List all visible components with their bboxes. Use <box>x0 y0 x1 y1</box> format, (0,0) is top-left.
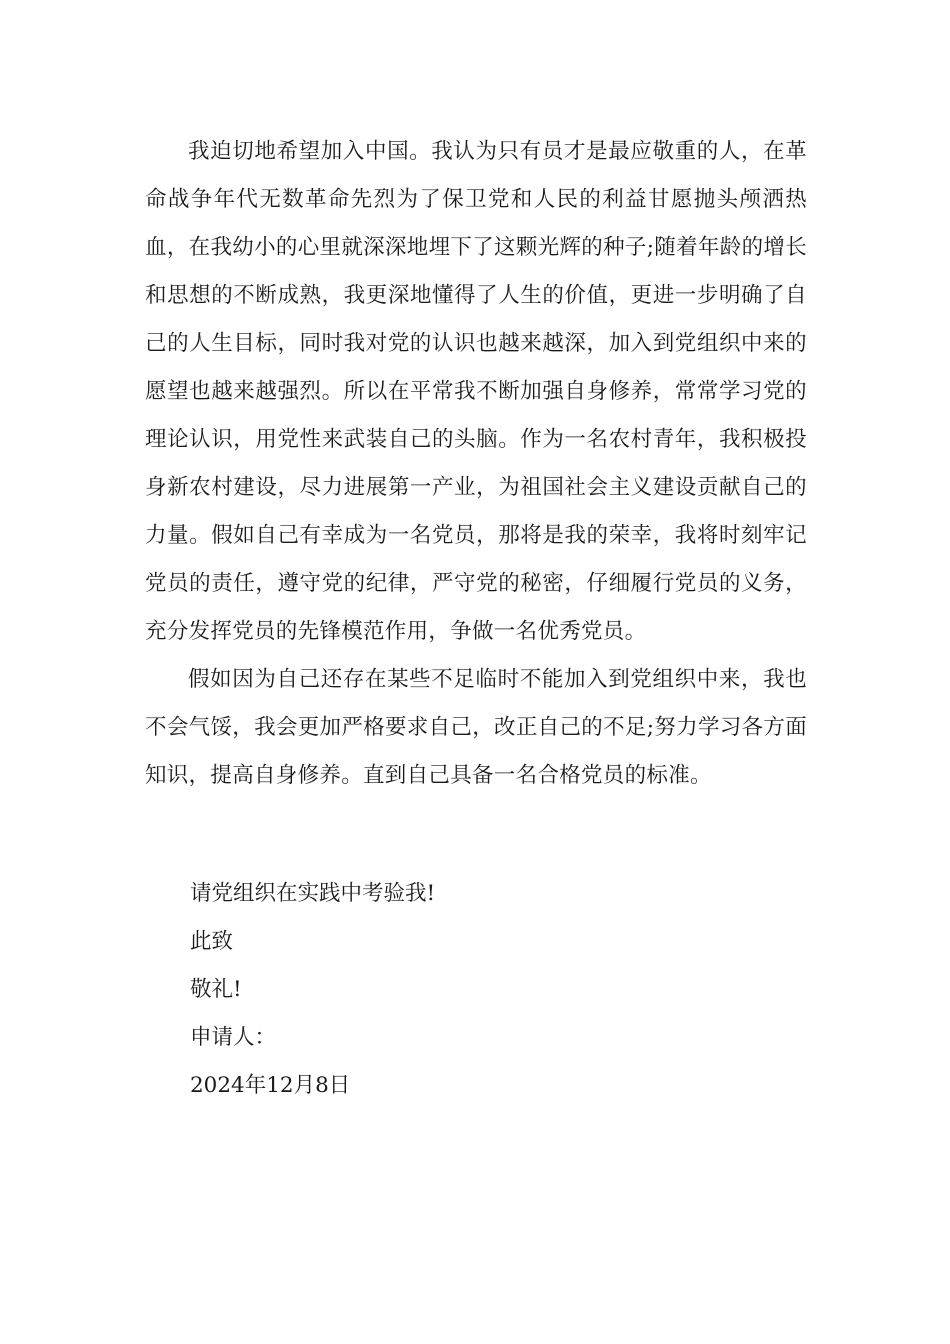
closing-regards: 敬礼! <box>190 977 242 1002</box>
document-body <box>145 128 807 800</box>
closing-salutation: 此致 <box>190 929 234 954</box>
applicant-label: 申请人： <box>190 1025 277 1050</box>
paragraph-2: 假如因为自己还存在某些不足临时不能加入到党组织中来，我也不会气馁，我会更加严格要求自己，改正自己的不足;努力学习各方面知识，提高自身修养。直到自己具备一名合格党员的标准。 <box>145 667 807 788</box>
closing-request: 请党组织在实践中考验我! <box>190 881 436 906</box>
paragraph-1: 我迫切地希望加入中国。我认为只有员才是最应敬重的人，在革命战争年代无数革命先烈为了保卫党和人民的利益甘愿抛头颅洒热血，在我幼小的心里就深深地埋下了这颗光辉的种子;随着年龄的增长和思想的不断成熟，我更深地懂得了人生的价值，更进一步明确了自己的人生目标，同时我对党的认识也越来越深，加入到党组织中来的愿望也越来越强烈。所以在平常我不断加强自身修养，常常学习党的理论认识，用党性来武装自己的头脑。作为一名农村青年，我积极投身新农村建设，尽力进展第一产业，为祖国社会主义建设贡献自己的力量。假如自己有幸成为一名党员，那将是我的荣幸，我将时刻牢记党员的责任，遵守党的纪律，严守党的秘密，仔细履行党员的义务，充分发挥党员的先锋模范作用，争做一名优秀党员。 <box>145 139 807 644</box>
application-date: 2024年12月8日 <box>190 1073 351 1098</box>
closing-block <box>190 870 790 1110</box>
